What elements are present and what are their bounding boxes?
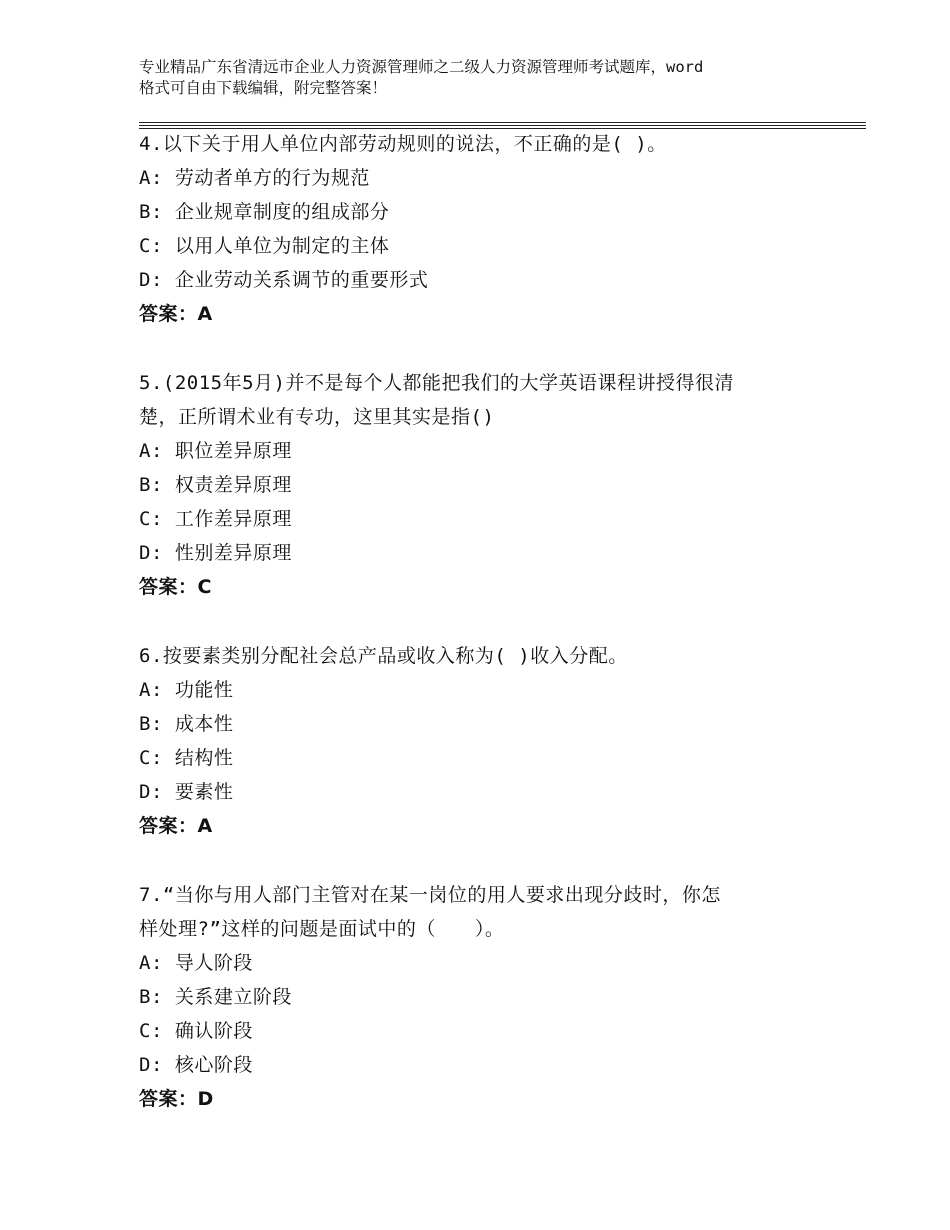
question-6 <box>139 639 819 843</box>
option-b: B: 权责差异原理 <box>139 474 292 496</box>
option-d: D: 企业劳动关系调节的重要形式 <box>139 269 429 291</box>
document-header: 专业精品广东省清远市企业人力资源管理师之二级人力资源管理师考试题库，word 格式可自由下载编辑，附完整答案！ <box>139 58 704 97</box>
option-a: A: 职位差异原理 <box>139 440 292 462</box>
option-d: D: 性别差异原理 <box>139 542 292 564</box>
option-b: B: 成本性 <box>139 713 234 735</box>
option-d: D: 核心阶段 <box>139 1054 253 1076</box>
option-c: C: 以用人单位为制定的主体 <box>139 235 390 257</box>
question-4 <box>139 127 819 331</box>
question-stem: 4.以下关于用人单位内部劳动规则的说法，不正确的是( )。 <box>139 133 667 155</box>
header-rule-1 <box>139 122 866 123</box>
answer: 答案：A <box>139 303 213 325</box>
option-c: C: 确认阶段 <box>139 1020 253 1042</box>
option-c: C: 工作差异原理 <box>139 508 292 530</box>
answer: 答案：C <box>139 576 212 598</box>
question-stem: 6.按要素类别分配社会总产品或收入称为( )收入分配。 <box>139 645 628 667</box>
option-c: C: 结构性 <box>139 747 234 769</box>
question-stem: 5.(2015年5月)并不是每个人都能把我们的大学英语课程讲授得很清 楚，正所谓术业有专功，这里其实是指() <box>139 372 734 428</box>
answer: 答案：D <box>139 1088 214 1110</box>
option-a: A: 功能性 <box>139 679 234 701</box>
option-b: B: 企业规章制度的组成部分 <box>139 201 390 223</box>
question-5 <box>139 366 819 604</box>
answer: 答案：A <box>139 815 213 837</box>
option-a: A: 劳动者单方的行为规范 <box>139 167 370 189</box>
option-a: A: 导人阶段 <box>139 952 253 974</box>
option-d: D: 要素性 <box>139 781 234 803</box>
question-stem: 7.“当你与用人部门主管对在某一岗位的用人要求出现分歧时，你怎 样处理?”这样的问题是面试中的（ ）。 <box>139 884 721 940</box>
question-7 <box>139 878 819 1116</box>
option-b: B: 关系建立阶段 <box>139 986 292 1008</box>
header-rule-2 <box>139 125 866 126</box>
